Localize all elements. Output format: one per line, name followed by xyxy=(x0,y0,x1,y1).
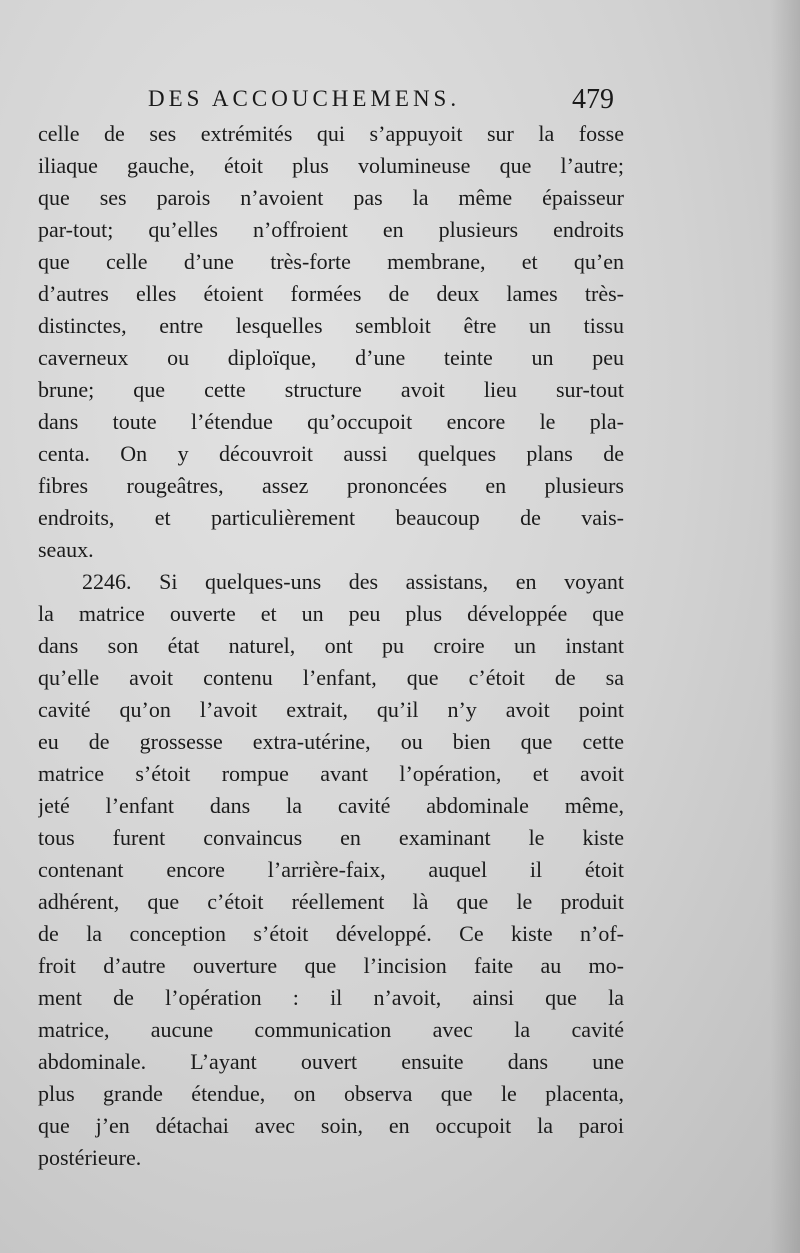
text-line: endroits, et particulièrement beaucoup de vais- xyxy=(38,505,624,530)
text-line: cavité qu’on l’avoit extrait, qu’il n’y avoit point xyxy=(38,697,624,722)
text-line: matrice s’étoit rompue avant l’opération, et avoit xyxy=(38,761,624,786)
text-line: contenant encore l’arrière-faix, auquel il étoit xyxy=(38,857,624,882)
text-line: ment de l’opération : il n’avoit, ainsi que la xyxy=(38,985,624,1010)
text-line: seaux. xyxy=(38,537,94,562)
text-line: plus grande étendue, on observa que le placenta, xyxy=(38,1081,624,1106)
body-text xyxy=(38,118,624,1174)
text-line: qu’elle avoit contenu l’enfant, que c’étoit de sa xyxy=(38,665,624,690)
text-line: que celle d’une très-forte membrane, et qu’en xyxy=(38,249,624,274)
text-line: celle de ses extrémités qui s’appuyoit sur la fosse xyxy=(38,121,624,146)
running-title: DES ACCOUCHEMENS. xyxy=(148,86,461,111)
text-line: dans toute l’étendue qu’occupoit encore le pla- xyxy=(38,409,624,434)
text-line: que j’en détachai avec soin, en occupoit la paroi xyxy=(38,1113,624,1138)
text-line: centa. On y découvroit aussi quelques plans de xyxy=(38,441,624,466)
text-line: adhérent, que c’étoit réellement là que le produit xyxy=(38,889,624,914)
text-line: tous furent convaincus en examinant le kiste xyxy=(38,825,624,850)
text-line: d’autres elles étoient formées de deux lames très- xyxy=(38,281,624,306)
text-line: dans son état naturel, ont pu croire un instant xyxy=(38,633,624,658)
text-line: jeté l’enfant dans la cavité abdominale même, xyxy=(38,793,624,818)
text-line: abdominale. L’ayant ouvert ensuite dans une xyxy=(38,1049,624,1074)
text-line: fibres rougeâtres, assez prononcées en plusieurs xyxy=(38,473,624,498)
page-edge-shadow xyxy=(770,0,800,1253)
running-header xyxy=(148,86,626,122)
page-number: 479 xyxy=(572,84,614,115)
text-line: de la conception s’étoit développé. Ce kiste n’of- xyxy=(38,921,624,946)
text-line: distinctes, entre lesquelles sembloit être un tissu xyxy=(38,313,624,338)
text-line: caverneux ou diploïque, d’une teinte un peu xyxy=(38,345,624,370)
paragraph-start-line: 2246. Si quelques-uns des assistans, en voyant xyxy=(82,569,624,594)
text-line: matrice, aucune communication avec la cavité xyxy=(38,1017,624,1042)
text-line: postérieure. xyxy=(38,1145,142,1170)
text-line: iliaque gauche, étoit plus volumineuse que l’autre; xyxy=(38,153,624,178)
text-line: froit d’autre ouverture que l’incision faite au mo- xyxy=(38,953,624,978)
text-line: que ses parois n’avoient pas la même épaisseur xyxy=(38,185,624,210)
text-line: eu de grossesse extra-utérine, ou bien que cette xyxy=(38,729,624,754)
text-line: par-tout; qu’elles n’offroient en plusieurs endroits xyxy=(38,217,624,242)
text-line: la matrice ouverte et un peu plus développée que xyxy=(38,601,624,626)
text-line: brune; que cette structure avoit lieu sur-tout xyxy=(38,377,624,402)
